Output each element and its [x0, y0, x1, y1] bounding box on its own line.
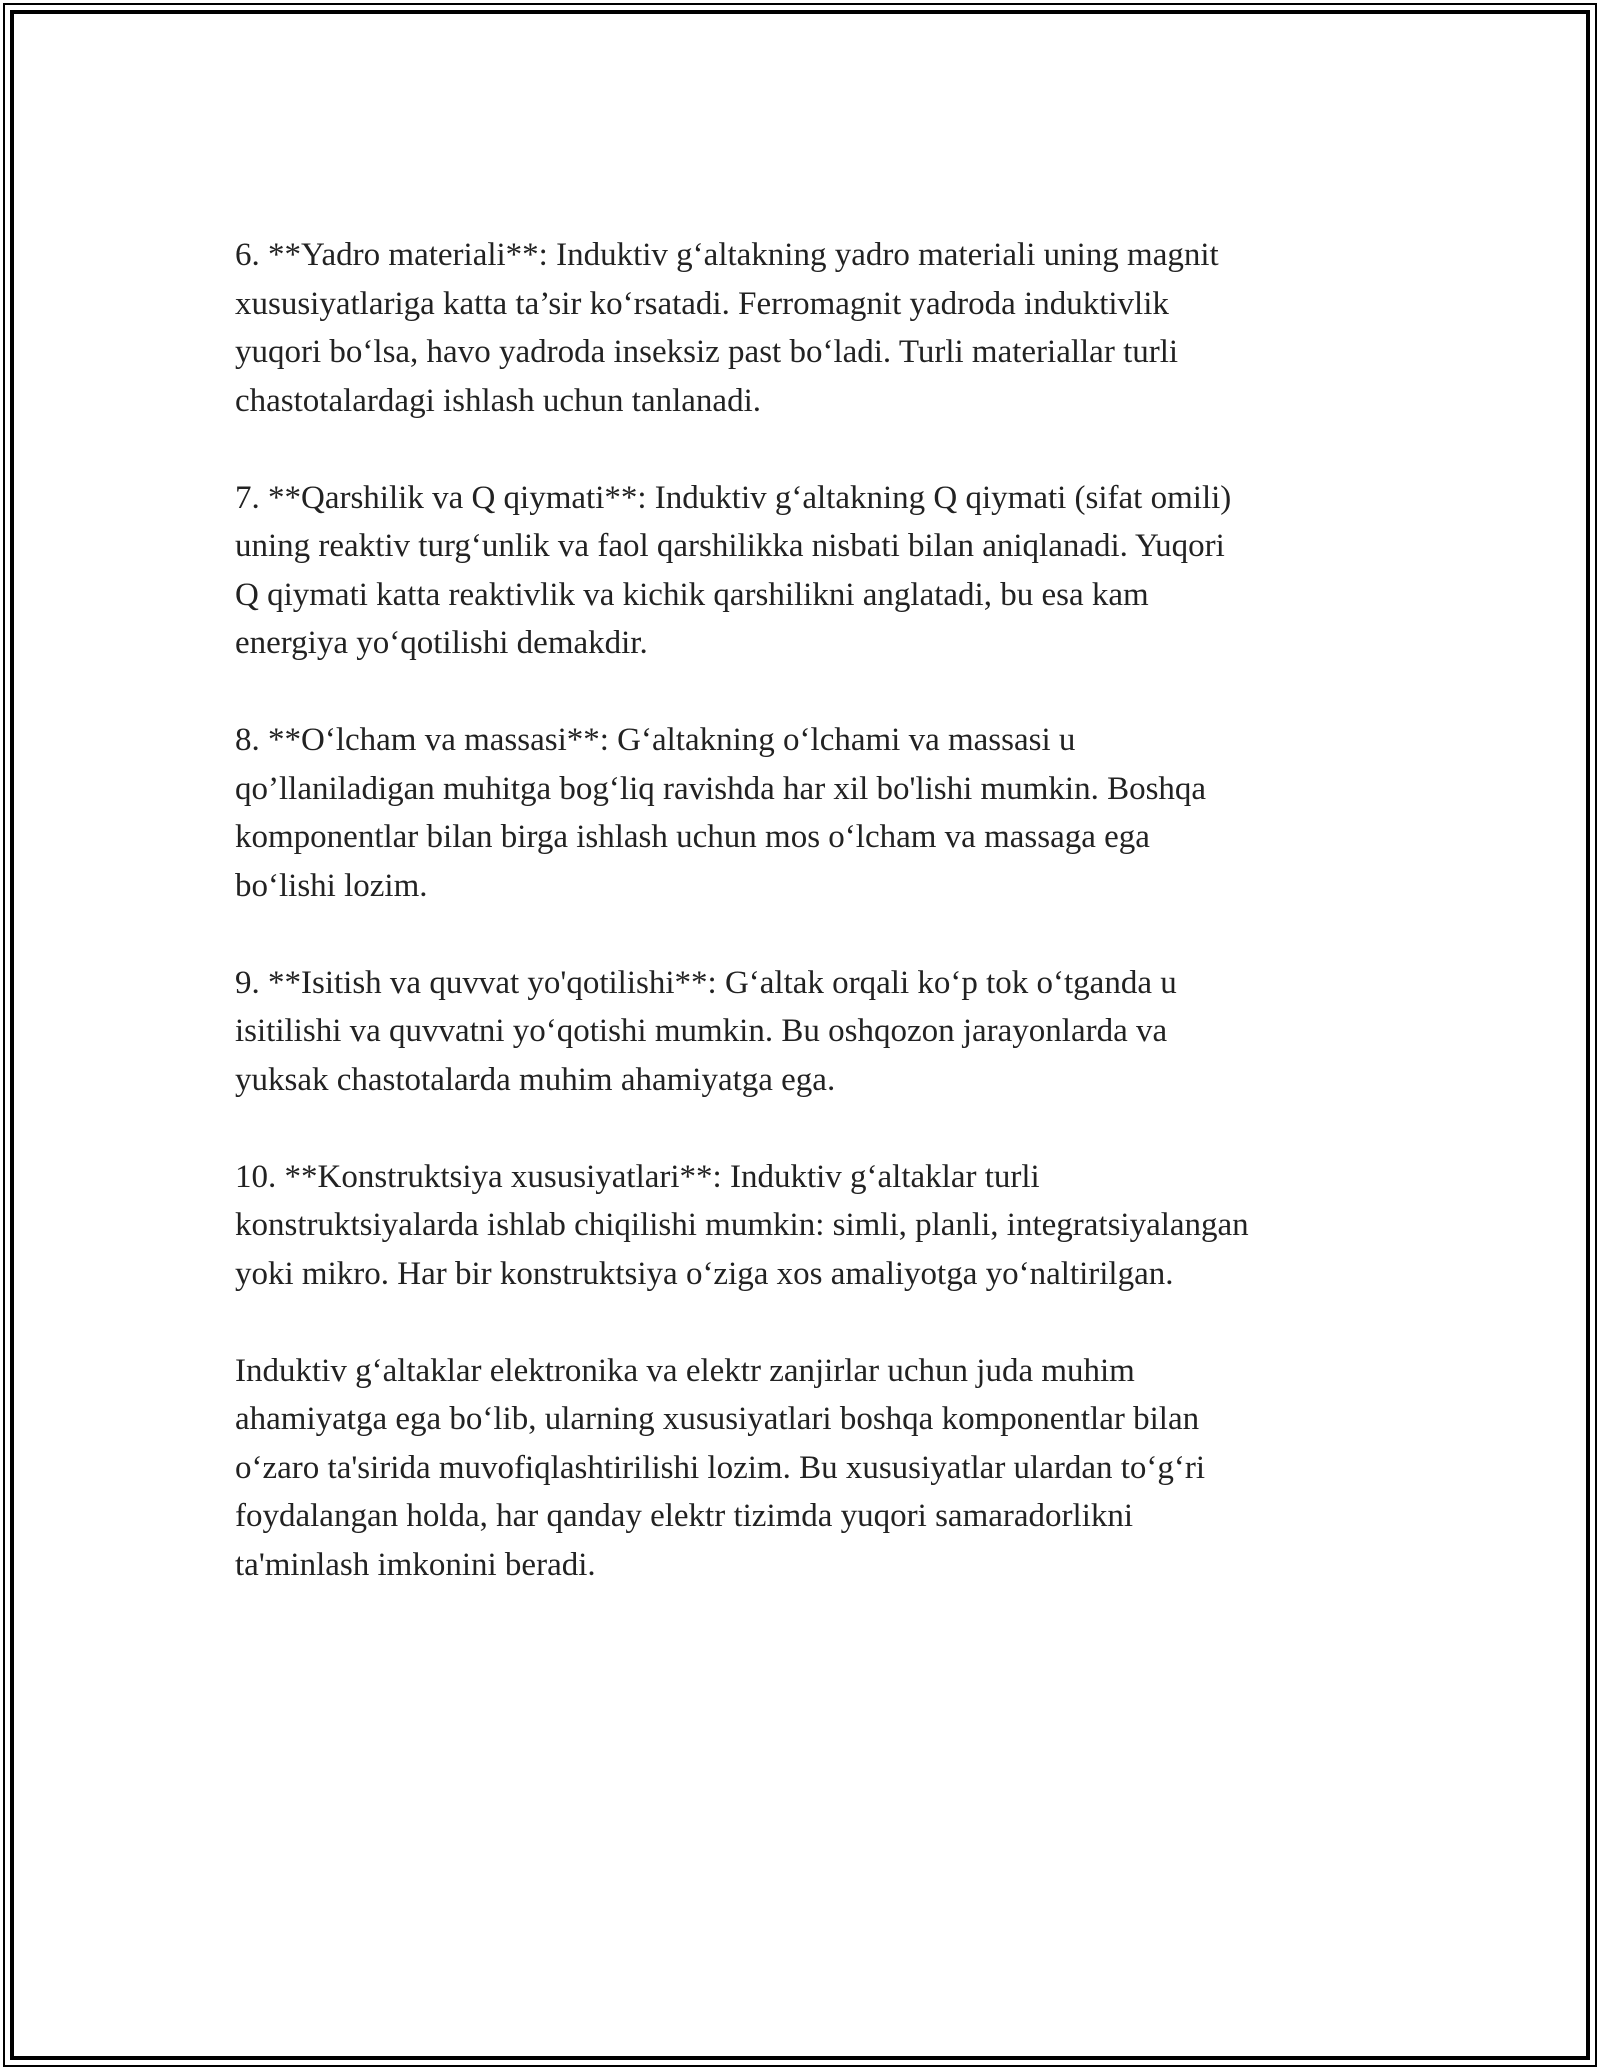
text-line: 6. **Yadro materiali**: Induktiv g‘altakning yadro materiali uning magnit [235, 237, 1219, 273]
text-line: foydalangan holda, har qanday elektr tizimda yuqori samaradorlikni [235, 1498, 1134, 1534]
text-line: Induktiv g‘altaklar elektronika va elektr zanjirlar uchun juda muhim [235, 1352, 1135, 1389]
text-line: xususiyatlariga katta ta’sir ko‘rsatadi. Ferromagnit yadroda induktivlik [235, 285, 1169, 322]
text-line: chastotalardagi ishlash uchun tanlanadi. [235, 382, 762, 419]
paragraph-heating-power-loss [235, 959, 1375, 1105]
text-line: ta'minlash imkonini beradi. [235, 1546, 596, 1583]
text-line: komponentlar bilan birga ishlash uchun mos o‘lcham va massaga ega [235, 819, 1150, 855]
text-line: yuksak chastotalarda muhim ahamiyatga ega. [235, 1061, 836, 1098]
text-line: 8. **O‘lcham va massasi**: G‘altakning o‘lchami va massasi u [235, 722, 1076, 758]
text-line: o‘zaro ta'sirida muvofiqlashtirilishi lozim. Bu xususiyatlar ulardan to‘g‘ri [235, 1449, 1206, 1486]
paragraph-conclusion [235, 1347, 1375, 1590]
text-line: energiya yo‘qotilishi demakdir. [235, 625, 648, 661]
text-line: qo’llaniladigan muhitga bog‘liq ravishda har xil bo'lishi mumkin. Boshqa [235, 770, 1207, 807]
paragraph-resistance-q-value [235, 474, 1375, 668]
text-line: uning reaktiv turg‘unlik va faol qarshilikka nisbati bilan aniqlanadi. Yuqori [235, 528, 1225, 564]
text-line: ahamiyatga ega bo‘lib, ularning xususiyatlari boshqa komponentlar bilan [235, 1401, 1200, 1437]
text-line: yuqori bo‘lsa, havo yadroda inseksiz past bo‘ladi. Turli materiallar turli [235, 334, 1179, 370]
text-line: 10. **Konstruktsiya xususiyatlari**: Induktiv g‘altaklar turli [235, 1158, 1040, 1195]
paragraph-core-material [235, 231, 1375, 425]
text-line: isitilishi va quvvatni yo‘qotishi mumkin. Bu oshqozon jarayonlarda va [235, 1013, 1168, 1049]
text-line: konstruktsiyalarda ishlab chiqilishi mumkin: simli, planli, integratsiyalangan [235, 1207, 1249, 1243]
text-line: yoki mikro. Har bir konstruktsiya o‘ziga xos amaliyotga yo‘naltirilgan. [235, 1255, 1174, 1292]
text-line: 9. **Isitish va quvvat yo'qotilishi**: G‘altak orqali ko‘p tok o‘tganda u [235, 964, 1177, 1001]
text-line: Q qiymati katta reaktivlik va kichik qarshilikni anglatadi, bu esa kam [235, 576, 1149, 613]
paragraph-construction-features [235, 1153, 1375, 1299]
paragraph-size-mass [235, 716, 1375, 910]
text-line: bo‘lishi lozim. [235, 867, 428, 904]
document-body [235, 231, 1375, 1638]
text-line: 7. **Qarshilik va Q qiymati**: Induktiv g‘altakning Q qiymati (sifat omili) [235, 479, 1232, 516]
